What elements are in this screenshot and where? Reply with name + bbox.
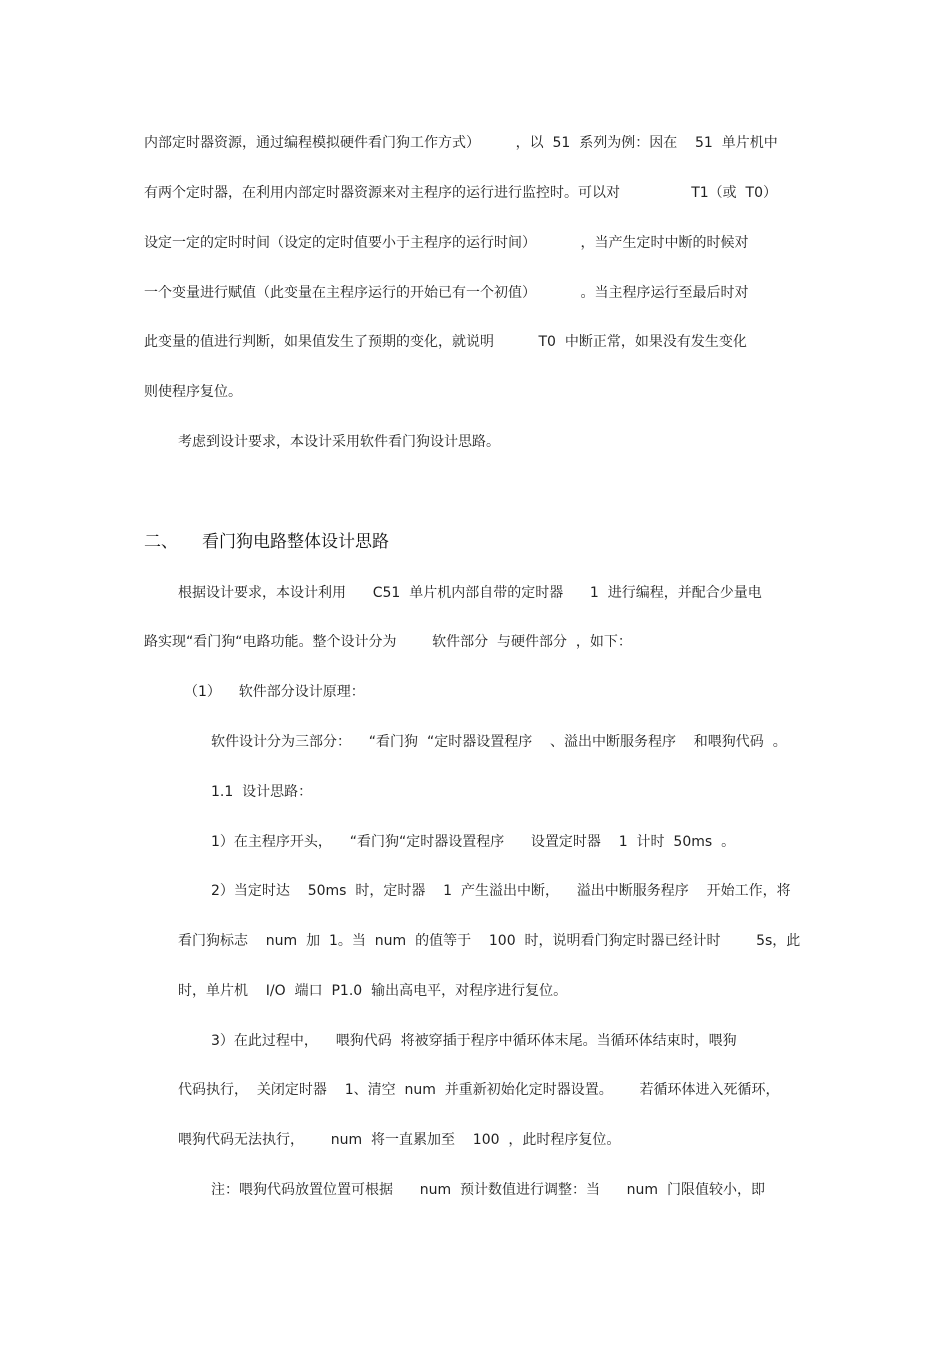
section-heading-number: 二、 (144, 532, 178, 552)
paragraph-3-line-1: 根据设计要求，本设计利用 C51 单片机内部自带的定时器 1 进行编程，并配合少量电 (178, 585, 762, 601)
step-3-line-1: 3）在此过程中， 喂狗代码 将被穿插于程序中循环体末尾。当循环体结束时，喂狗 (211, 1033, 737, 1049)
paragraph-1-line-3: 设定一定的定时时间（设定的定时值要小于主程序的运行时间） ，当产生定时中断的时候对 (144, 235, 749, 251)
step-1: 1）在主程序开头， “看门狗“定时器设置程序 设置定时器 1 计时 50ms 。 (211, 834, 736, 850)
paragraph-1-line-1: 内部定时器资源，通过编程模拟硬件看门狗工作方式） ，以 51 系列为例：因在 51 单片机中 (144, 135, 778, 151)
step-3-line-3: 喂狗代码无法执行， num 将一直累加至 100 ，此时程序复位。 (178, 1132, 621, 1148)
software-intro: 软件设计分为三部分： “看门狗 “定时器设置程序 、溢出中断服务程序 和喂狗代码 。 (211, 734, 787, 750)
note-line: 注：喂狗代码放置位置可根据 num 预计数值进行调整：当 num 门限值较小，即 (211, 1182, 765, 1198)
paragraph-1-line-5: 此变量的值进行判断，如果值发生了预期的变化，就说明 T0 中断正常，如果没有发生变化 (144, 334, 747, 350)
step-2-line-3: 时，单片机 I/O 端口 P1.0 输出高电平，对程序进行复位。 (178, 983, 568, 999)
paragraph-1-line-6: 则使程序复位。 (144, 384, 242, 400)
subsection-1-title: （1） 软件部分设计原理： (184, 684, 365, 700)
paragraph-1-line-4: 一个变量进行赋值（此变量在主程序运行的开始已有一个初值） 。当主程序运行至最后时对 (144, 285, 749, 301)
section-heading-title: 看门狗电路整体设计思路 (202, 532, 389, 552)
paragraph-2: 考虑到设计要求，本设计采用软件看门狗设计思路。 (178, 434, 500, 450)
design-idea-title: 1.1 设计思路： (211, 784, 313, 800)
step-2-line-2: 看门狗标志 num 加 1。当 num 的值等于 100 时，说明看门狗定时器已经计时 5s，此 (178, 933, 801, 949)
step-2-line-1: 2）当定时达 50ms 时，定时器 1 产生溢出中断， 溢出中断服务程序 开始工作，将 (211, 883, 791, 899)
step-3-line-2: 代码执行， 关闭定时器 1、清空 num 并重新初始化定时器设置。 若循环体进入死循环， (178, 1082, 780, 1098)
paragraph-3-line-2: 路实现“看门狗“电路功能。整个设计分为 软件部分 与硬件部分 ，如下： (144, 634, 632, 650)
paragraph-1-line-2: 有两个定时器，在利用内部定时器资源来对主程序的运行进行监控时。可以对 T1（或 T0） (144, 185, 778, 201)
